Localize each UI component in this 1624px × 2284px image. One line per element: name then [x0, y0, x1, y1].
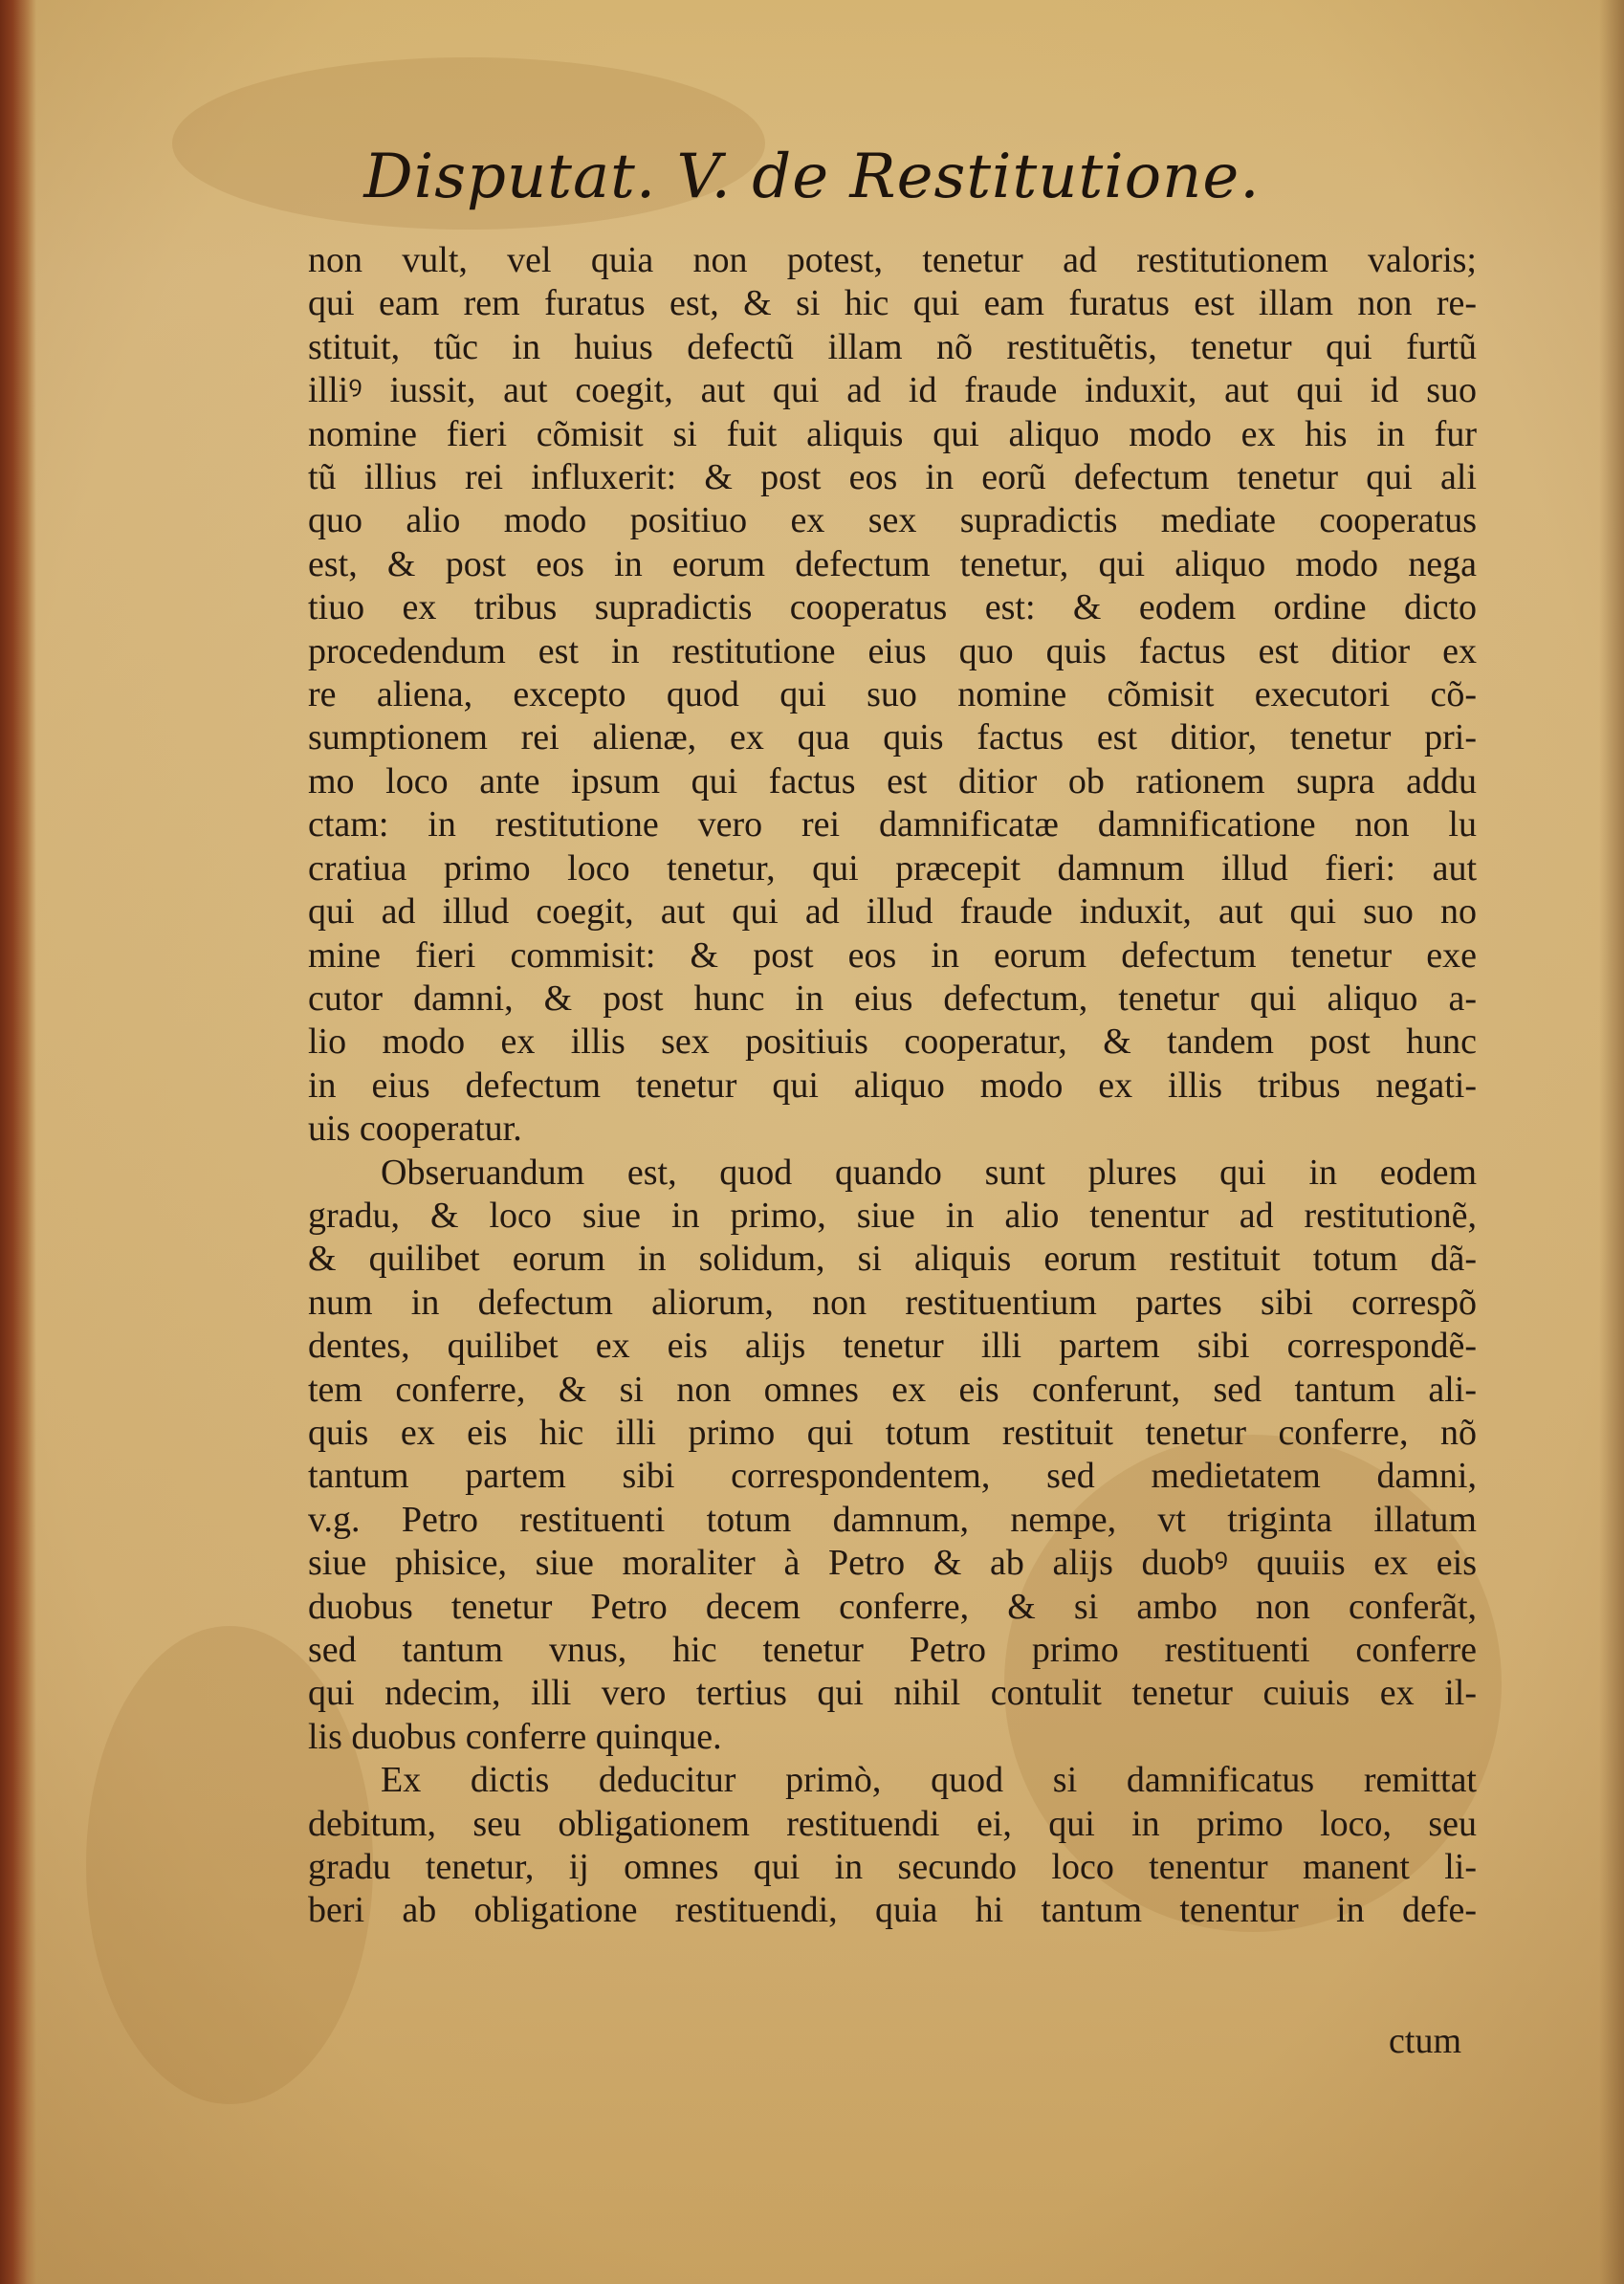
text-line: v.g. Petro restituenti totum damnum, nempe, vt triginta illatum [308, 1499, 1477, 1540]
text-line: & quilibet eorum in solidum, si aliquis eorum restituit totum dã- [308, 1239, 1477, 1280]
text-line: duobus tenetur Petro decem conferre, & si ambo non conferãt, [308, 1586, 1477, 1627]
text-line: tũ illius rei influxerit: & post eos in eorũ defectum tenetur qui ali [308, 457, 1477, 498]
page-right-edge [1599, 0, 1624, 2284]
text-line: non vult, vel quia non potest, tenetur ad restitutionem valoris; [308, 240, 1477, 280]
catchword: ctum [1389, 2021, 1461, 2061]
text-line: tiuo ex tribus supradictis cooperatus est: & eodem ordine dicto [308, 587, 1477, 628]
text-line: siue phisice, siue moraliter à Petro & ab alijs duobꝰ quuiis ex eis [308, 1543, 1477, 1584]
running-title [0, 142, 1624, 212]
text-line: mine fieri commisit: & post eos in eorum defectum tenetur exe [308, 934, 1477, 976]
text-line: debitum, seu obligationem restituendi ei, qui in primo loco, seu [308, 1803, 1477, 1844]
text-line: lio modo ex illis sex positiuis cooperatur, & tandem post hunc [308, 1021, 1477, 1063]
text-line: nomine fieri cõmisit si fuit aliquis qui aliquo modo ex his in fur [308, 413, 1477, 454]
text-line: quis ex eis hic illi primo qui totum restituit tenetur conferre, nõ [308, 1412, 1477, 1453]
text-line: tantum partem sibi correspondentem, sed medietatem damni, [308, 1456, 1477, 1497]
text-line: qui eam rem furatus est, & si hic qui eam furatus est illam non re- [308, 283, 1477, 324]
text-line: Obseruandum est, quod quando sunt plures qui in eodem [381, 1152, 1477, 1193]
running-title-text: Disputat. V. de Restitutione. [363, 142, 1261, 212]
text-line: gradu, & loco siue in primo, siue in alio tenentur ad restitutionẽ, [308, 1195, 1477, 1236]
text-line: qui ad illud coegit, aut qui ad illud fraude induxit, aut qui suo no [308, 891, 1477, 933]
body-text [308, 239, 1477, 1933]
text-line: sumptionem rei alienæ, ex qua quis factus est ditior, tenetur pri- [308, 717, 1477, 758]
text-line: quo alio modo positiuo ex sex supradictis mediate cooperatus [308, 500, 1477, 541]
page-left-edge [0, 0, 36, 2284]
text-line: cutor damni, & post hunc in eius defectum, tenetur qui aliquo a- [308, 977, 1477, 1019]
text-line: mo loco ante ipsum qui factus est ditior ob rationem supra addu [308, 760, 1477, 802]
text-line: re aliena, excepto quod qui suo nomine cõmisit executori cõ- [308, 674, 1477, 715]
text-line: dentes, quilibet ex eis alijs tenetur illi partem sibi correspondẽ- [308, 1326, 1477, 1367]
text-line: ctam: in restitutione vero rei damnificatæ damnificatione non lu [308, 804, 1477, 846]
text-line: qui ndecim, illi vero tertius qui nihil contulit tenetur cuiuis ex il- [308, 1673, 1477, 1714]
text-line: in eius defectum tenetur qui aliquo modo ex illis tribus negati- [308, 1065, 1477, 1106]
text-line: gradu tenetur, ij omnes qui in secundo loco tenentur manent li- [308, 1847, 1477, 1888]
text-line: stituit, tũc in huius defectũ illam nõ restituẽtis, tenetur qui furtũ [308, 326, 1477, 367]
text-line: tem conferre, & si non omnes ex eis conferunt, sed tantum ali- [308, 1369, 1477, 1410]
text-line: est, & post eos in eorum defectum tenetur, qui aliquo modo nega [308, 543, 1477, 584]
text-line: cratiua primo loco tenetur, qui præcepit damnum illud fieri: aut [308, 847, 1477, 889]
text-line: procedendum est in restitutione eius quo quis factus est ditior ex [308, 630, 1477, 671]
text-line: num in defectum aliorum, non restituentium partes sibi correspõ [308, 1282, 1477, 1323]
text-line: uis cooperatur. [308, 1109, 522, 1150]
text-line: sed tantum vnus, hic tenetur Petro primo restituenti conferre [308, 1630, 1477, 1670]
text-line: lis duobus conferre quinque. [308, 1716, 722, 1757]
text-line: Ex dictis deducitur primò, quod si damnificatus remittat [381, 1760, 1477, 1801]
text-line: illiꝰ iussit, aut coegit, aut qui ad id fraude induxit, aut qui id suo [308, 370, 1477, 411]
text-line: beri ab obligatione restituendi, quia hi tantum tenentur in defe- [308, 1890, 1477, 1931]
